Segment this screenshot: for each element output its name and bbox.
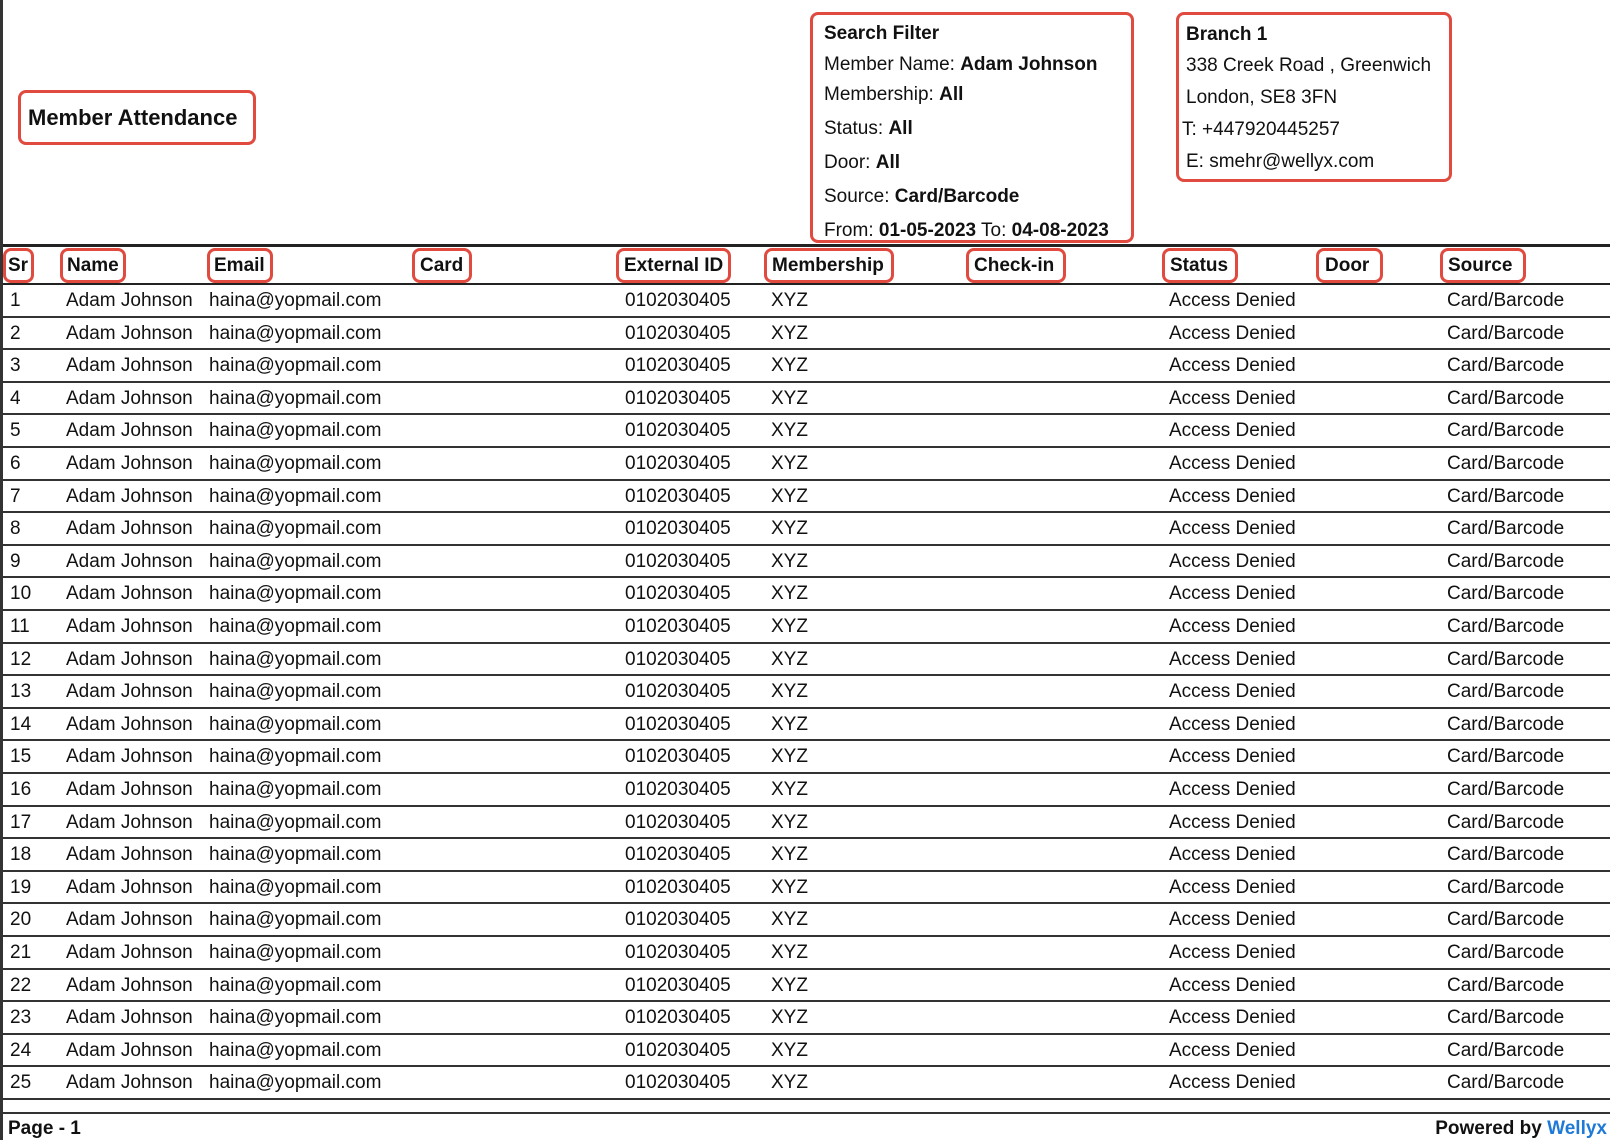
cell-source: Card/Barcode [1447, 355, 1565, 377]
cell-email: haina@yopmail.com [209, 681, 382, 703]
cell-membership: XYZ [771, 942, 808, 963]
filter-to-label: To: [981, 220, 1007, 241]
cell-external-id: 0102030405 [625, 420, 731, 442]
table-row [3, 285, 1610, 318]
cell-status: Access Denied [1169, 550, 1296, 572]
cell-external-id: 0102030405 [625, 974, 731, 996]
cell-sr: 19 [10, 876, 32, 898]
cell-sr: 22 [10, 974, 32, 996]
cell-name: Adam Johnson [66, 485, 193, 507]
branch-name: Branch 1 [1186, 24, 1268, 45]
cell-sr: 3 [10, 355, 21, 377]
filter-member-name-label: Member Name: [824, 54, 955, 75]
cell-source: Card/Barcode [1447, 420, 1565, 442]
cell-sr: 20 [10, 909, 32, 931]
col-header-membership: Membership [772, 255, 884, 276]
cell-source: Card/Barcode [1447, 453, 1565, 474]
table-row [3, 383, 1610, 416]
cell-source: Card/Barcode [1447, 811, 1565, 833]
report-title: Member Attendance [28, 105, 238, 130]
filter-status-label: Status: [824, 118, 884, 139]
cell-source: Card/Barcode [1447, 779, 1565, 800]
table-row [3, 676, 1610, 709]
cell-email: haina@yopmail.com [209, 1072, 382, 1094]
cell-external-id: 0102030405 [625, 1072, 731, 1094]
cell-external-id: 0102030405 [625, 942, 731, 963]
filter-door-value: All [875, 152, 901, 173]
cell-status: Access Denied [1169, 1072, 1296, 1094]
filter-status-value: All [888, 118, 913, 139]
table-row [3, 709, 1610, 742]
cell-source: Card/Barcode [1447, 1039, 1565, 1061]
table-row [3, 839, 1610, 872]
cell-name: Adam Johnson [66, 355, 193, 377]
page-number: Page - 1 [8, 1118, 81, 1139]
cell-sr: 17 [10, 811, 32, 833]
cell-source: Card/Barcode [1447, 942, 1565, 963]
cell-status: Access Denied [1169, 420, 1296, 442]
cell-membership: XYZ [771, 876, 808, 898]
cell-source: Card/Barcode [1447, 746, 1565, 768]
cell-email: haina@yopmail.com [209, 550, 382, 572]
cell-email: haina@yopmail.com [209, 420, 382, 442]
cell-membership: XYZ [771, 779, 808, 800]
cell-membership: XYZ [771, 1007, 808, 1029]
col-header-name: Name [67, 255, 119, 276]
col-header-checkin: Check-in [974, 255, 1055, 276]
cell-email: haina@yopmail.com [209, 648, 382, 670]
cell-email: haina@yopmail.com [209, 909, 382, 931]
cell-source: Card/Barcode [1447, 550, 1565, 572]
cell-source: Card/Barcode [1447, 648, 1565, 670]
cell-sr: 18 [10, 844, 32, 866]
branch-address-line2: London, SE8 3FN [1186, 87, 1338, 108]
cell-status: Access Denied [1169, 844, 1296, 866]
cell-status: Access Denied [1169, 713, 1296, 735]
table-row [3, 611, 1610, 644]
cell-email: haina@yopmail.com [209, 876, 382, 898]
filter-door [824, 146, 1109, 180]
cell-sr: 23 [10, 1007, 32, 1029]
cell-name: Adam Johnson [66, 779, 193, 800]
cell-name: Adam Johnson [66, 616, 193, 637]
filter-to-value: 04-08-2023 [1011, 220, 1109, 241]
footer-rule [3, 1112, 1610, 1114]
branch-info-panel [1182, 20, 1432, 178]
filter-source-label: Source: [824, 186, 890, 207]
cell-status: Access Denied [1169, 1039, 1296, 1061]
cell-sr: 25 [10, 1072, 32, 1094]
table-row [3, 546, 1610, 579]
cell-status: Access Denied [1169, 1007, 1296, 1029]
cell-source: Card/Barcode [1447, 844, 1565, 866]
cell-email: haina@yopmail.com [209, 453, 382, 474]
cell-status: Access Denied [1169, 355, 1296, 377]
cell-external-id: 0102030405 [625, 909, 731, 931]
cell-sr: 10 [10, 583, 32, 605]
cell-external-id: 0102030405 [625, 681, 731, 703]
cell-external-id: 0102030405 [625, 322, 731, 344]
cell-membership: XYZ [771, 713, 808, 735]
cell-membership: XYZ [771, 550, 808, 572]
cell-email: haina@yopmail.com [209, 1007, 382, 1029]
table-row [3, 1002, 1610, 1035]
table-row [3, 970, 1610, 1003]
cell-status: Access Denied [1169, 942, 1296, 963]
cell-source: Card/Barcode [1447, 974, 1565, 996]
cell-membership: XYZ [771, 322, 808, 344]
cell-sr: 8 [10, 518, 21, 540]
cell-source: Card/Barcode [1447, 1007, 1565, 1029]
cell-status: Access Denied [1169, 583, 1296, 605]
cell-name: Adam Johnson [66, 974, 193, 996]
cell-status: Access Denied [1169, 290, 1296, 311]
cell-membership: XYZ [771, 648, 808, 670]
table-row [3, 318, 1610, 351]
filter-membership [824, 78, 1109, 112]
table-row [3, 644, 1610, 677]
table-row [3, 774, 1610, 807]
filter-membership-label: Membership: [824, 84, 934, 105]
cell-external-id: 0102030405 [625, 779, 731, 800]
cell-external-id: 0102030405 [625, 485, 731, 507]
cell-name: Adam Johnson [66, 1007, 193, 1029]
cell-email: haina@yopmail.com [209, 322, 382, 344]
cell-membership: XYZ [771, 811, 808, 833]
cell-sr: 4 [10, 387, 21, 409]
cell-external-id: 0102030405 [625, 844, 731, 866]
cell-status: Access Denied [1169, 909, 1296, 931]
powered-by [1435, 1118, 1607, 1140]
cell-sr: 1 [10, 290, 21, 311]
table-row [3, 1067, 1610, 1100]
branch-address-line1: 338 Creek Road , Greenwich [1186, 55, 1432, 76]
cell-external-id: 0102030405 [625, 876, 731, 898]
cell-name: Adam Johnson [66, 876, 193, 898]
cell-external-id: 0102030405 [625, 453, 731, 474]
cell-membership: XYZ [771, 1072, 808, 1094]
col-header-external-id: External ID [624, 255, 724, 276]
branch-email: E: smehr@wellyx.com [1186, 151, 1375, 172]
table-row [3, 578, 1610, 611]
filter-from-label: From: [824, 220, 874, 241]
cell-email: haina@yopmail.com [209, 387, 382, 409]
cell-status: Access Denied [1169, 681, 1296, 703]
cell-status: Access Denied [1169, 648, 1296, 670]
cell-name: Adam Johnson [66, 811, 193, 833]
cell-external-id: 0102030405 [625, 355, 731, 377]
cell-status: Access Denied [1169, 387, 1296, 409]
col-header-email: Email [214, 255, 265, 276]
cell-sr: 7 [10, 485, 21, 507]
cell-email: haina@yopmail.com [209, 974, 382, 996]
cell-membership: XYZ [771, 746, 808, 768]
cell-source: Card/Barcode [1447, 485, 1565, 507]
filter-from-value: 01-05-2023 [878, 220, 977, 241]
table-row [3, 937, 1610, 970]
cell-source: Card/Barcode [1447, 583, 1565, 605]
table-row [3, 481, 1610, 514]
table-row [3, 415, 1610, 448]
col-header-status: Status [1170, 255, 1229, 276]
cell-membership: XYZ [771, 1039, 808, 1061]
cell-status: Access Denied [1169, 485, 1296, 507]
table-row [3, 807, 1610, 840]
cell-name: Adam Johnson [66, 322, 193, 344]
cell-email: haina@yopmail.com [209, 844, 382, 866]
cell-membership: XYZ [771, 844, 808, 866]
table-row [3, 1035, 1610, 1068]
cell-membership: XYZ [771, 485, 808, 507]
cell-external-id: 0102030405 [625, 746, 731, 768]
cell-name: Adam Johnson [66, 550, 193, 572]
cell-status: Access Denied [1169, 876, 1296, 898]
cell-source: Card/Barcode [1447, 322, 1565, 344]
filter-door-label: Door: [824, 152, 871, 173]
cell-email: haina@yopmail.com [209, 583, 382, 605]
cell-membership: XYZ [771, 453, 808, 474]
cell-name: Adam Johnson [66, 713, 193, 735]
cell-name: Adam Johnson [66, 746, 193, 768]
cell-name: Adam Johnson [66, 518, 193, 540]
filter-source-value: Card/Barcode [894, 186, 1020, 207]
cell-external-id: 0102030405 [625, 518, 731, 540]
cell-external-id: 0102030405 [625, 811, 731, 833]
cell-source: Card/Barcode [1447, 387, 1565, 409]
cell-sr: 14 [10, 713, 32, 735]
cell-name: Adam Johnson [66, 942, 193, 963]
cell-email: haina@yopmail.com [209, 518, 382, 540]
cell-status: Access Denied [1169, 779, 1296, 800]
filter-status [824, 112, 1109, 146]
cell-name: Adam Johnson [66, 1072, 193, 1094]
cell-source: Card/Barcode [1447, 909, 1565, 931]
cell-name: Adam Johnson [66, 681, 193, 703]
cell-email: haina@yopmail.com [209, 779, 382, 800]
table-row [3, 350, 1610, 383]
cell-sr: 11 [10, 616, 30, 637]
cell-membership: XYZ [771, 909, 808, 931]
cell-name: Adam Johnson [66, 1039, 193, 1061]
cell-source: Card/Barcode [1447, 518, 1565, 540]
cell-email: haina@yopmail.com [209, 355, 382, 377]
table-row [3, 904, 1610, 937]
cell-status: Access Denied [1169, 518, 1296, 540]
cell-sr: 16 [10, 779, 32, 800]
cell-membership: XYZ [771, 616, 808, 637]
cell-status: Access Denied [1169, 746, 1296, 768]
cell-external-id: 0102030405 [625, 550, 731, 572]
cell-name: Adam Johnson [66, 844, 193, 866]
cell-source: Card/Barcode [1447, 876, 1565, 898]
cell-source: Card/Barcode [1447, 616, 1565, 637]
cell-status: Access Denied [1169, 616, 1296, 637]
cell-email: haina@yopmail.com [209, 616, 382, 637]
cell-email: haina@yopmail.com [209, 290, 382, 311]
cell-external-id: 0102030405 [625, 387, 731, 409]
col-header-door: Door [1325, 255, 1370, 276]
cell-status: Access Denied [1169, 974, 1296, 996]
search-filter-panel [824, 20, 1109, 248]
cell-status: Access Denied [1169, 811, 1296, 833]
cell-name: Adam Johnson [66, 583, 193, 605]
cell-source: Card/Barcode [1447, 681, 1565, 703]
cell-name: Adam Johnson [66, 453, 193, 474]
brand-link[interactable]: Wellyx [1547, 1118, 1607, 1139]
cell-sr: 9 [10, 550, 21, 572]
filter-date-range [824, 214, 1109, 248]
cell-name: Adam Johnson [66, 387, 193, 409]
cell-name: Adam Johnson [66, 290, 193, 311]
table-top-rule [3, 244, 1610, 247]
cell-sr: 6 [10, 453, 21, 474]
cell-external-id: 0102030405 [625, 616, 731, 637]
filter-source [824, 180, 1109, 214]
cell-name: Adam Johnson [66, 909, 193, 931]
cell-source: Card/Barcode [1447, 713, 1565, 735]
table-row [3, 872, 1610, 905]
cell-membership: XYZ [771, 974, 808, 996]
cell-email: haina@yopmail.com [209, 1039, 382, 1061]
cell-email: haina@yopmail.com [209, 942, 382, 963]
branch-phone: T: +447920445257 [1182, 119, 1340, 140]
cell-sr: 24 [10, 1039, 32, 1061]
cell-sr: 13 [10, 681, 32, 703]
cell-source: Card/Barcode [1447, 1072, 1565, 1094]
cell-external-id: 0102030405 [625, 713, 731, 735]
cell-sr: 2 [10, 322, 21, 344]
filter-membership-value: All [939, 84, 964, 105]
cell-membership: XYZ [771, 387, 808, 409]
table-row [3, 741, 1610, 774]
cell-status: Access Denied [1169, 322, 1296, 344]
cell-sr: 15 [10, 746, 32, 768]
cell-membership: XYZ [771, 518, 808, 540]
col-header-source: Source [1448, 255, 1513, 276]
cell-email: haina@yopmail.com [209, 811, 382, 833]
cell-external-id: 0102030405 [625, 648, 731, 670]
cell-external-id: 0102030405 [625, 1007, 731, 1029]
col-header-card: Card [420, 255, 464, 276]
cell-name: Adam Johnson [66, 648, 193, 670]
cell-external-id: 0102030405 [625, 583, 731, 605]
filter-member-name [824, 48, 1109, 82]
cell-membership: XYZ [771, 681, 808, 703]
cell-email: haina@yopmail.com [209, 713, 382, 735]
filter-member-name-value: Adam Johnson [960, 54, 1098, 75]
cell-sr: 12 [10, 648, 32, 670]
cell-membership: XYZ [771, 583, 808, 605]
cell-sr: 5 [10, 420, 21, 442]
cell-external-id: 0102030405 [625, 290, 731, 311]
cell-sr: 21 [10, 942, 32, 963]
col-header-sr: Sr [8, 255, 29, 276]
cell-external-id: 0102030405 [625, 1039, 731, 1061]
cell-source: Card/Barcode [1447, 290, 1565, 311]
cell-email: haina@yopmail.com [209, 746, 382, 768]
cell-email: haina@yopmail.com [209, 485, 382, 507]
cell-name: Adam Johnson [66, 420, 193, 442]
table-row [3, 448, 1610, 481]
cell-membership: XYZ [771, 420, 808, 442]
table-row [3, 513, 1610, 546]
search-filter-heading: Search Filter [824, 23, 940, 44]
cell-status: Access Denied [1169, 453, 1296, 474]
powered-by-label: Powered by [1435, 1118, 1542, 1139]
cell-membership: XYZ [771, 290, 808, 311]
cell-membership: XYZ [771, 355, 808, 377]
